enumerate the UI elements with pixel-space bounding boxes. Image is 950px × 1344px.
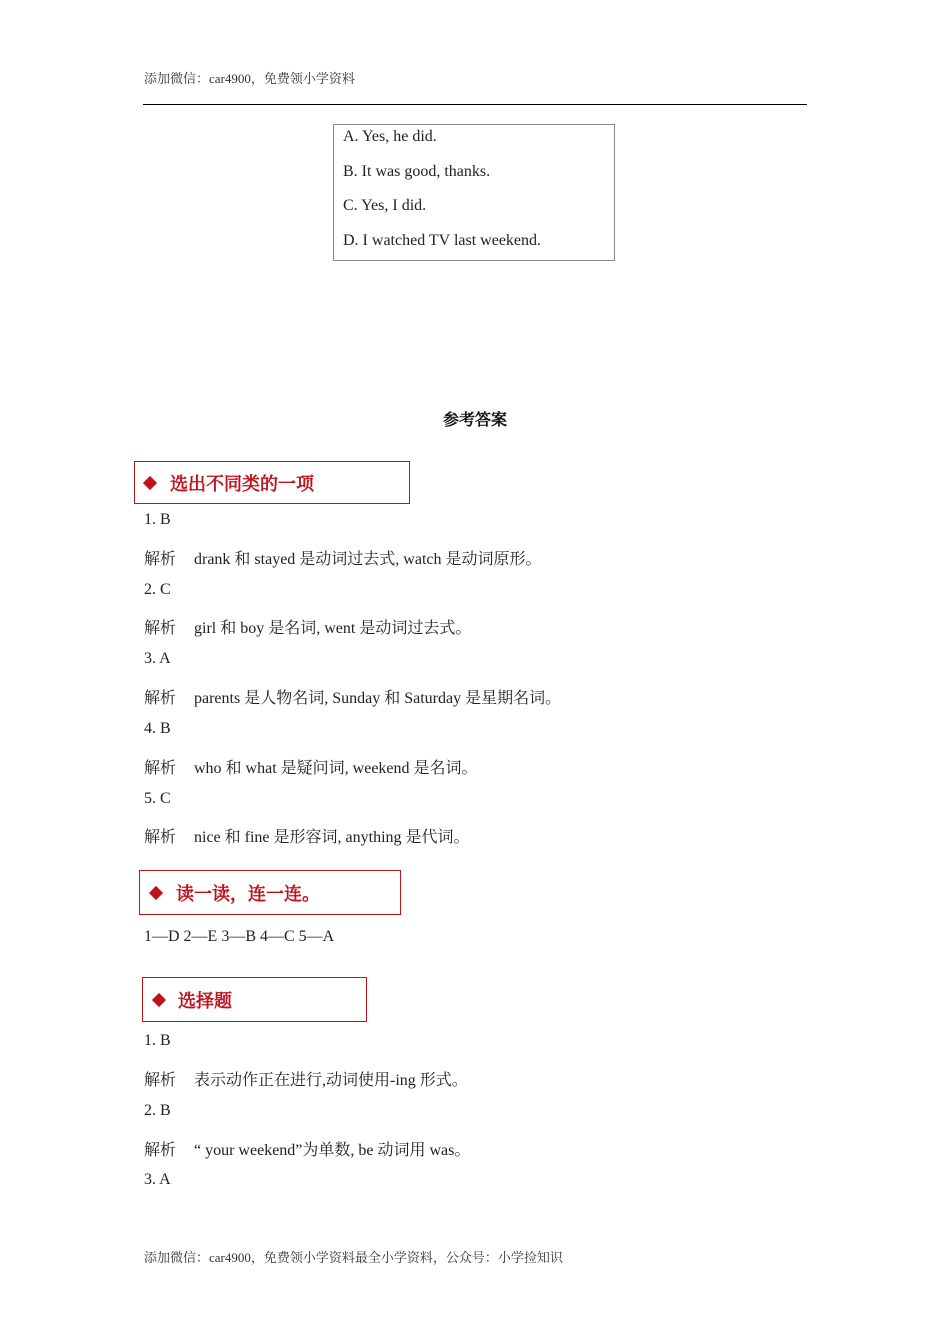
option-c: C. Yes, I did. [343, 197, 427, 214]
matching-answers: 1—D 2—E 3—B 4—C 5—A [144, 928, 335, 945]
explanation-text: girl 和 boy 是名词, went 是动词过去式。 [194, 620, 472, 637]
header-divider [143, 104, 807, 105]
answer-line: 4. B [144, 720, 171, 737]
diamond-icon [152, 992, 166, 1006]
diamond-icon [149, 885, 163, 899]
explanation-text: nice 和 fine 是形容词, anything 是代词。 [194, 829, 470, 846]
answer-line: 3. A [144, 1171, 171, 1188]
explanation-line [144, 1067, 468, 1090]
answer-line: 2. B [144, 1102, 171, 1119]
explanation-label: 解析 [144, 551, 177, 568]
option-d: D. I watched TV last weekend. [343, 232, 542, 249]
diamond-icon [143, 475, 157, 489]
option-b: B. It was good, thanks. [343, 163, 491, 180]
explanation-text: 表示动作正在进行,动词使用-ing 形式。 [194, 1072, 468, 1089]
answer-line: 2. C [144, 581, 171, 598]
answers-title: 参考答案 [442, 412, 507, 429]
section-title: 读一读，连一连。 [176, 883, 320, 905]
section-heading-matching [139, 870, 401, 915]
explanation-line [144, 685, 561, 708]
explanation-line [144, 1137, 470, 1160]
answer-line: 1. B [144, 511, 171, 528]
explanation-text: drank 和 stayed 是动词过去式, watch 是动词原形。 [194, 551, 542, 568]
options-box [333, 124, 615, 261]
explanation-line [144, 755, 478, 778]
explanation-line [144, 615, 471, 638]
explanation-text: who 和 what 是疑问词, weekend 是名词。 [194, 760, 478, 777]
explanation-line [144, 824, 470, 847]
explanation-label: 解析 [144, 690, 177, 707]
answer-line: 3. A [144, 650, 171, 667]
answer-line: 1. B [144, 1032, 171, 1049]
explanation-label: 解析 [144, 829, 177, 846]
explanation-label: 解析 [144, 1072, 177, 1089]
footer-text: 添加微信：car4900，免费领小学资料最全小学资料，公众号：小学捡知识 [144, 1250, 563, 1265]
explanation-label: 解析 [144, 760, 177, 777]
explanation-label: 解析 [144, 620, 177, 637]
answer-line: 5. C [144, 790, 171, 807]
header-text: 添加微信：car4900，免费领小学资料 [144, 71, 355, 86]
explanation-line [144, 546, 542, 569]
section-title: 选出不同类的一项 [170, 473, 314, 495]
explanation-text: “ your weekend”为单数, be 动词用 was。 [194, 1142, 471, 1159]
section-heading-multiple-choice [142, 977, 367, 1022]
section-heading-odd-one-out [134, 461, 410, 504]
option-a: A. Yes, he did. [343, 128, 437, 145]
explanation-text: parents 是人物名词, Sunday 和 Saturday 是星期名词。 [194, 690, 562, 707]
section-title: 选择题 [178, 990, 232, 1012]
explanation-label: 解析 [144, 1142, 177, 1159]
